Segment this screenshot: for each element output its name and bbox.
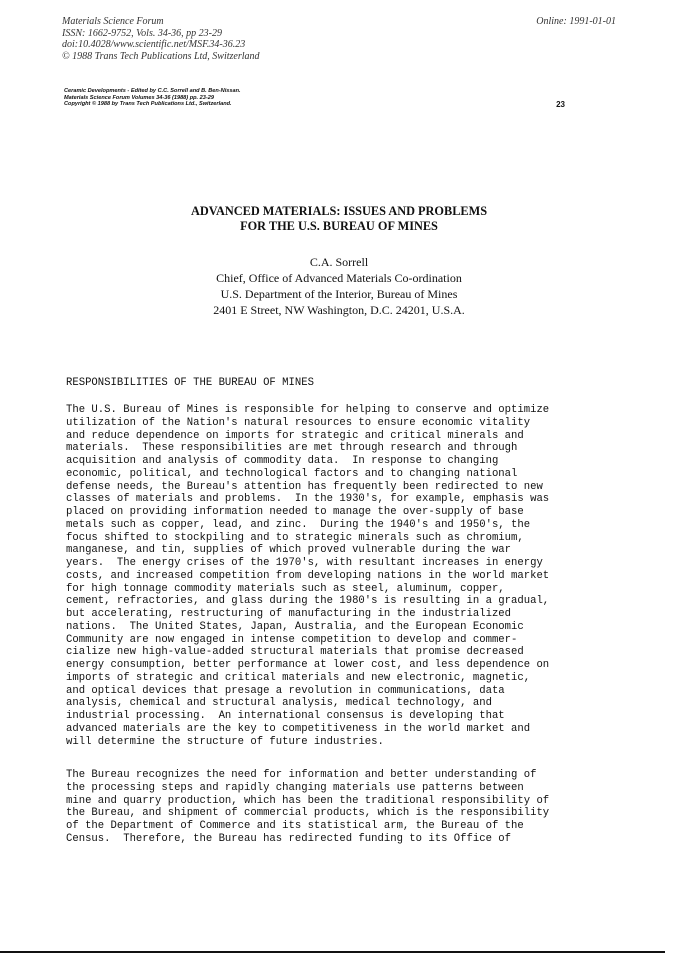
text-line: years. The energy crises of the 1970's, with resultant increases in energy: [66, 557, 543, 569]
title-line: ADVANCED MATERIALS: ISSUES AND PROBLEMS: [190, 204, 488, 218]
text-line: defense needs, the Bureau's attention has frequently been redirected to new: [66, 480, 543, 493]
text-line: analysis, chemical and structural analysis, medical technology, and: [66, 697, 492, 710]
copyright-line: Ceramic Developments - Edited by C.C. Sorrell and B. Ben-Nissan.: [64, 88, 241, 94]
text-line: economic, political, and technological factors and to changing national: [66, 467, 518, 480]
text-line: placed on providing information needed to manage the over-supply of base: [66, 506, 524, 518]
text-line: metals such as copper, lead, and zinc. During the 1940's and 1950's, the: [66, 518, 531, 531]
author-address: 2401 E Street, NW Washington, D.C. 24201, U.S.A.: [213, 303, 465, 317]
text-line: materials. These responsibilities are met through research and through: [66, 442, 518, 455]
issn-line: ISSN: 1662-9752, Vols. 34-36, pp 23-29: [62, 27, 222, 39]
page-number: 23: [556, 100, 565, 109]
doi-line: doi:10.4028/www.scientific.net/MSF.34-36.23: [62, 39, 246, 50]
text-line: mine and quarry production, which has been the traditional responsibility of: [66, 794, 550, 807]
text-line: The Bureau recognizes the need for information and better understanding of: [66, 769, 537, 781]
copyright-line: Materials Science Forum Volumes 34-36 (1988) pp. 23-29: [64, 94, 214, 101]
title-line: FOR THE U.S. BUREAU OF MINES: [240, 218, 438, 233]
text-line: but accelerating, restructuring of manufacturing in the industrialized: [66, 608, 512, 620]
copyright-line: Copyright © 1988 by Trans Tech Publications Ltd., Switzerland.: [64, 101, 232, 108]
section-heading: RESPONSIBILITIES OF THE BUREAU OF MINES: [66, 377, 314, 389]
text-line: cialize new high-value-added structural materials that promise decreased: [66, 646, 524, 659]
text-line: utilization of the Nation's natural resources to ensure economic vitality: [66, 416, 531, 429]
body-paragraph: [66, 769, 549, 846]
text-line: focus shifted to stockpiling and to strategic minerals such as chromium,: [66, 531, 524, 544]
author-affiliation: [0, 254, 678, 318]
journal-name: Materials Science Forum: [62, 16, 164, 27]
author-department: U.S. Department of the Interior, Bureau of Mines: [220, 287, 458, 301]
paper-title: [0, 204, 678, 233]
text-line: of the Department of Commerce and its statistical arm, the Bureau of the: [66, 820, 524, 832]
text-line: classes of materials and problems. In the 1930's, for example, emphasis was: [66, 493, 550, 506]
text-line: energy consumption, better performance at lower cost, and less dependence on: [66, 659, 550, 671]
text-line: nations. The United States, Japan, Australia, and the European Economic: [66, 620, 524, 633]
online-date: Online: 1991-01-01: [536, 16, 616, 27]
publisher-copyright-line: © 1988 Trans Tech Publications Ltd, Switzerland: [62, 50, 260, 62]
author-name: C.A. Sorrell: [309, 255, 369, 269]
text-line: Community are now engaged in intense competition to develop and commer-: [66, 633, 518, 646]
text-line: manganese, and tin, supplies of which proved vulnerable during the war: [66, 544, 512, 557]
text-line: imports of strategic and critical materials and new electronic, magnetic,: [66, 671, 531, 684]
text-line: and reduce dependence on imports for strategic and critical minerals and: [66, 429, 524, 442]
text-line: The U.S. Bureau of Mines is responsible for helping to conserve and optimize: [66, 404, 550, 416]
bottom-rule: [0, 951, 665, 953]
text-line: acquisition and analysis of commodity data. In response to changing: [66, 455, 499, 467]
text-line: will determine the structure of future industries.: [66, 735, 384, 748]
copyright-block: [64, 88, 504, 108]
text-line: the processing steps and rapidly changing materials use patterns between: [66, 781, 524, 794]
text-line: the Bureau, and shipment of commercial products, which is the responsibility: [66, 807, 550, 820]
text-line: Census. Therefore, the Bureau has redirected funding to its Office of: [66, 832, 512, 845]
author-position: Chief, Office of Advanced Materials Co-ordination: [216, 271, 462, 285]
text-line: industrial processing. An international consensus is developing that: [66, 710, 505, 722]
text-line: advanced materials are the key to competitiveness in the world market and: [66, 722, 531, 735]
body-paragraph: [66, 404, 549, 748]
text-line: cement, refractories, and glass during the 1980's is resulting in a gradual,: [66, 595, 550, 608]
text-line: for high tonnage commodity materials such as steel, aluminum, copper,: [66, 582, 505, 595]
text-line: and optical devices that presage a revolution in communications, data: [66, 684, 505, 697]
text-line: costs, and increased competition from developing nations in the world market: [66, 569, 550, 582]
